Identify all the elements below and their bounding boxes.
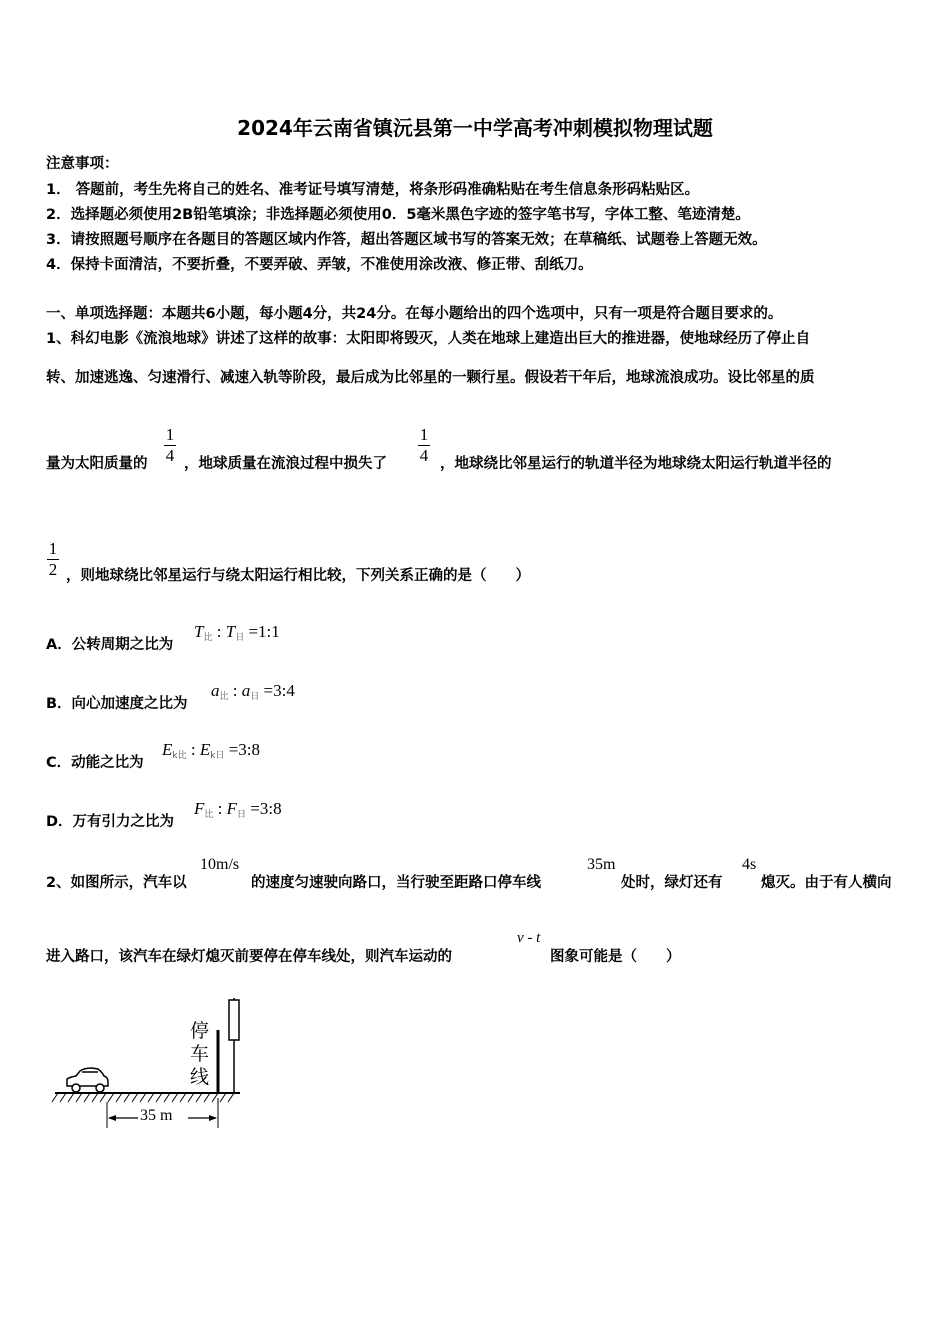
fraction: [164, 426, 176, 465]
notice-item: 1． 答题前，考生先将自己的姓名、准考证号填写清楚，将条形码准确粘贴在考生信息条形码粘贴区。: [46, 182, 700, 198]
q1-text-line: ，则地球绕比邻星运行与绕太阳运行相比较，下列关系正确的是（ ）: [66, 568, 530, 584]
notice-item: 3．请按照题号顺序在各题目的答题区域内作答，超出答题区域书写的答案无效；在草稿纸、试题卷上答题无效。: [46, 232, 767, 248]
q2-speed: 10m/s: [200, 856, 240, 873]
fraction: [47, 540, 59, 579]
fraction-numerator: 1: [48, 539, 58, 558]
math-ratio: =3:8: [250, 799, 282, 818]
section-heading: 一、单项选择题：本题共6小题，每小题4分，共24分。在每小题给出的四个选项中，只有一项是符合题目要求的。: [46, 306, 783, 322]
arrowhead-left: [108, 1115, 116, 1121]
q2-text: 图象可能是（ ）: [550, 949, 681, 965]
math-subscript: 日: [235, 633, 245, 643]
q1-text-line: 转、加速逃逸、匀速滑行、减速入轨等阶段，最后成为比邻星的一颗行星。假设若干年后，地球流浪成功。设比邻星的质: [46, 370, 815, 386]
math-symbol: E: [199, 740, 211, 759]
traffic-light-icon: [229, 1000, 239, 1040]
fraction-denominator: 2: [48, 560, 58, 579]
q2-distance: 35m: [587, 856, 616, 873]
notice-item: 4．保持卡面清洁，不要折叠，不要弄破、弄皱，不准使用涂改液、修正带、刮纸刀。: [46, 257, 593, 273]
option-c-formula: $E_{k比}$ : $E_{k日}$ =3:8: [162, 740, 261, 761]
option-c-label: C．动能之比为: [46, 755, 144, 771]
math-ratio: =1:1: [248, 622, 280, 641]
math-subscript: 比: [204, 810, 214, 820]
notice-item: 2．选择题必须使用2B铅笔填涂；非选择题必须使用0．5毫米黑色字迹的签字笔书写，字体工整、笔迹清楚。: [46, 207, 750, 223]
math-symbol: T: [225, 622, 236, 641]
math-subscript: k比: [172, 751, 187, 761]
car-icon: [67, 1068, 108, 1092]
option-b-formula: $a_比$ : $a_日$ =3:4: [211, 681, 295, 702]
math-symbol: a: [241, 681, 251, 700]
q2-text: 2、如图所示，汽车以: [46, 875, 187, 891]
math-subscript: k日: [210, 751, 225, 761]
q2-text: 熄灭。由于有人横向: [761, 875, 892, 891]
math-symbol: F: [194, 799, 205, 818]
q1-text-line: 量为太阳质量的: [46, 456, 148, 472]
fraction: [418, 426, 430, 465]
math-symbol: T: [194, 622, 204, 641]
distance-label: 35 m: [140, 1107, 173, 1124]
option-a-formula: $T_比$ : $T_日$ =1:1: [194, 622, 280, 643]
math-symbol: F: [226, 799, 238, 818]
option-d-formula: $F_比$ : $F_日$ =3:8: [194, 799, 282, 820]
q1-text-line: ，地球绕比邻星运行的轨道半径为地球绕太阳运行轨道半径的: [440, 456, 832, 472]
math-symbol: a: [211, 681, 220, 700]
fraction-numerator: 1: [419, 425, 429, 444]
math-subscript: 日: [250, 692, 260, 702]
option-d-label: D．万有引力之比为: [46, 814, 175, 830]
notice-heading: 注意事项：: [46, 156, 119, 172]
q2-time: 4s: [742, 856, 757, 873]
fraction-denominator: 4: [419, 446, 429, 465]
math-subscript: 比: [203, 633, 213, 643]
q2-text: 处时，绿灯还有: [621, 875, 723, 891]
fraction-numerator: 1: [165, 425, 175, 444]
math-subscript: 日: [237, 810, 247, 820]
arrowhead-right: [209, 1115, 217, 1121]
page-title: 2024年云南省镇沅县第一中学高考冲刺模拟物理试题: [237, 116, 713, 140]
math-symbol: E: [162, 740, 173, 759]
stop-line-label: 停车线: [190, 1020, 210, 1088]
option-b-label: B．向心加速度之比为: [46, 696, 188, 712]
q2-vt-symbol: v - t: [517, 930, 541, 946]
q2-text: 的速度匀速驶向路口，当行驶至距路口停车线: [251, 875, 541, 891]
math-ratio: =3:4: [263, 681, 295, 700]
option-a-label: A．公转周期之比为: [46, 637, 174, 653]
q2-text: 进入路口，该汽车在绿灯熄灭前要停在停车线处，则汽车运动的: [46, 949, 452, 965]
math-subscript: 比: [219, 692, 229, 702]
q1-text-line: ，地球质量在流浪过程中损失了: [184, 456, 387, 472]
q1-text-line: 1、科幻电影《流浪地球》讲述了这样的故事：太阳即将毁灭，人类在地球上建造出巨大的推进器，使地球经历了停止自: [46, 331, 811, 347]
ground-hatch: [52, 1093, 234, 1102]
fraction-denominator: 4: [165, 446, 175, 465]
math-ratio: =3:8: [228, 740, 261, 759]
